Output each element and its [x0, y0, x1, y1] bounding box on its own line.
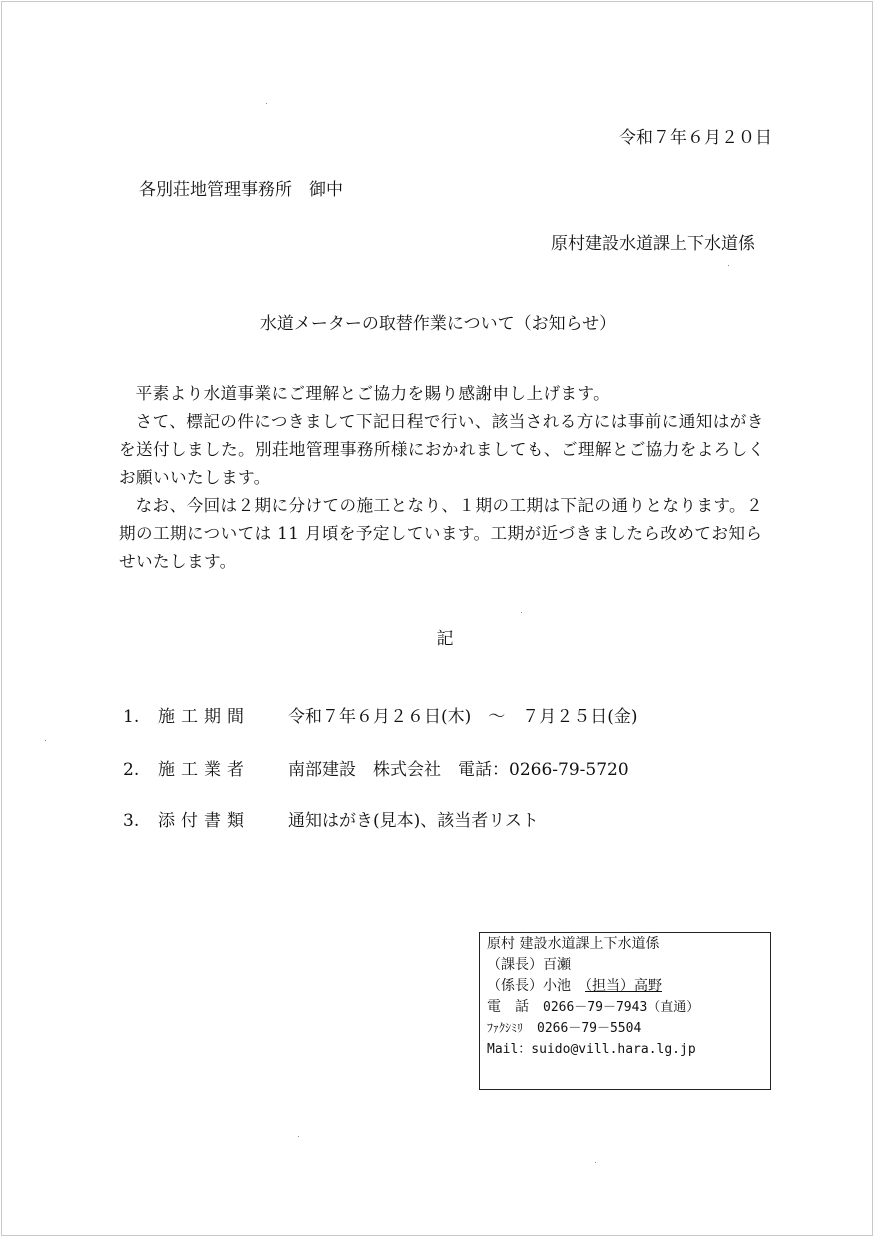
paragraph: さて、標記の件につきまして下記日程で行い、該当される方には事前に通知はがきを送付しました。別荘地管理事務所様におかれましても、ご理解とご協力をよろしくお願いいたします。	[119, 412, 765, 487]
scan-speck	[521, 612, 522, 613]
scan-speck	[266, 103, 267, 104]
contact-tel	[487, 997, 770, 1018]
contact-box	[479, 932, 771, 1090]
item-label: 添付書類	[158, 811, 250, 831]
contact-dept: 原村 建設水道課上下水道係	[487, 936, 660, 952]
item-contractor	[123, 755, 629, 780]
contact-fax-label: ﾌｧｸｼﾐﾘ	[487, 1021, 524, 1035]
item-number: 1.	[123, 707, 140, 727]
item-label: 施工業者	[158, 760, 250, 780]
item-attachments	[123, 806, 539, 831]
paragraph: なお、今回は２期に分けての施工となり、１期の工期は下記の通りとなります。２期の工期については 11 月頃を予定しています。工期が近づきましたら改めてお知らせいたします。	[119, 496, 764, 571]
sender: 原村建設水道課上下水道係	[551, 234, 755, 254]
paragraph: 平素より水道事業にご理解とご協力を賜り感謝申し上げます。	[135, 384, 611, 403]
ki-heading: 記	[436, 629, 454, 649]
scan-speck	[728, 265, 729, 266]
contact-fax	[487, 1018, 770, 1039]
contact-mail: Mail：suido@vill.hara.lg.jp	[487, 1042, 696, 1057]
contact-tel-label: 電 話	[487, 999, 529, 1015]
addressee: 各別荘地管理事務所 御中	[139, 180, 343, 200]
contact-person-in-charge: （担当）高野	[585, 978, 662, 994]
contact-subchief: （係長）小池	[487, 978, 585, 994]
item-number: 3.	[123, 811, 140, 831]
contact-fax-number: 0266－79－5504	[537, 1021, 642, 1036]
scan-speck	[298, 1136, 299, 1137]
contact-tel-number: 0266－79－7943（直通）	[543, 1000, 700, 1015]
item-label: 施工期間	[158, 707, 250, 727]
scan-speck	[45, 740, 46, 741]
contact-chief: （課長）百瀬	[487, 957, 571, 973]
issue-date: 令和７年６月２０日	[619, 128, 772, 148]
contact-staff	[487, 976, 770, 997]
document-title: 水道メーターの取替作業について（お知らせ）	[259, 314, 617, 334]
item-value: 南部建設 株式会社 電話：0266-79-5720	[288, 760, 629, 780]
body-text	[119, 380, 775, 576]
scan-speck	[595, 1162, 596, 1163]
item-number: 2.	[123, 760, 140, 780]
item-value: 通知はがき(見本)、該当者リスト	[288, 811, 539, 831]
item-construction-period	[123, 702, 638, 727]
item-value: 令和７年６月２６日(木) ～ ７月２５日(金)	[288, 707, 638, 727]
